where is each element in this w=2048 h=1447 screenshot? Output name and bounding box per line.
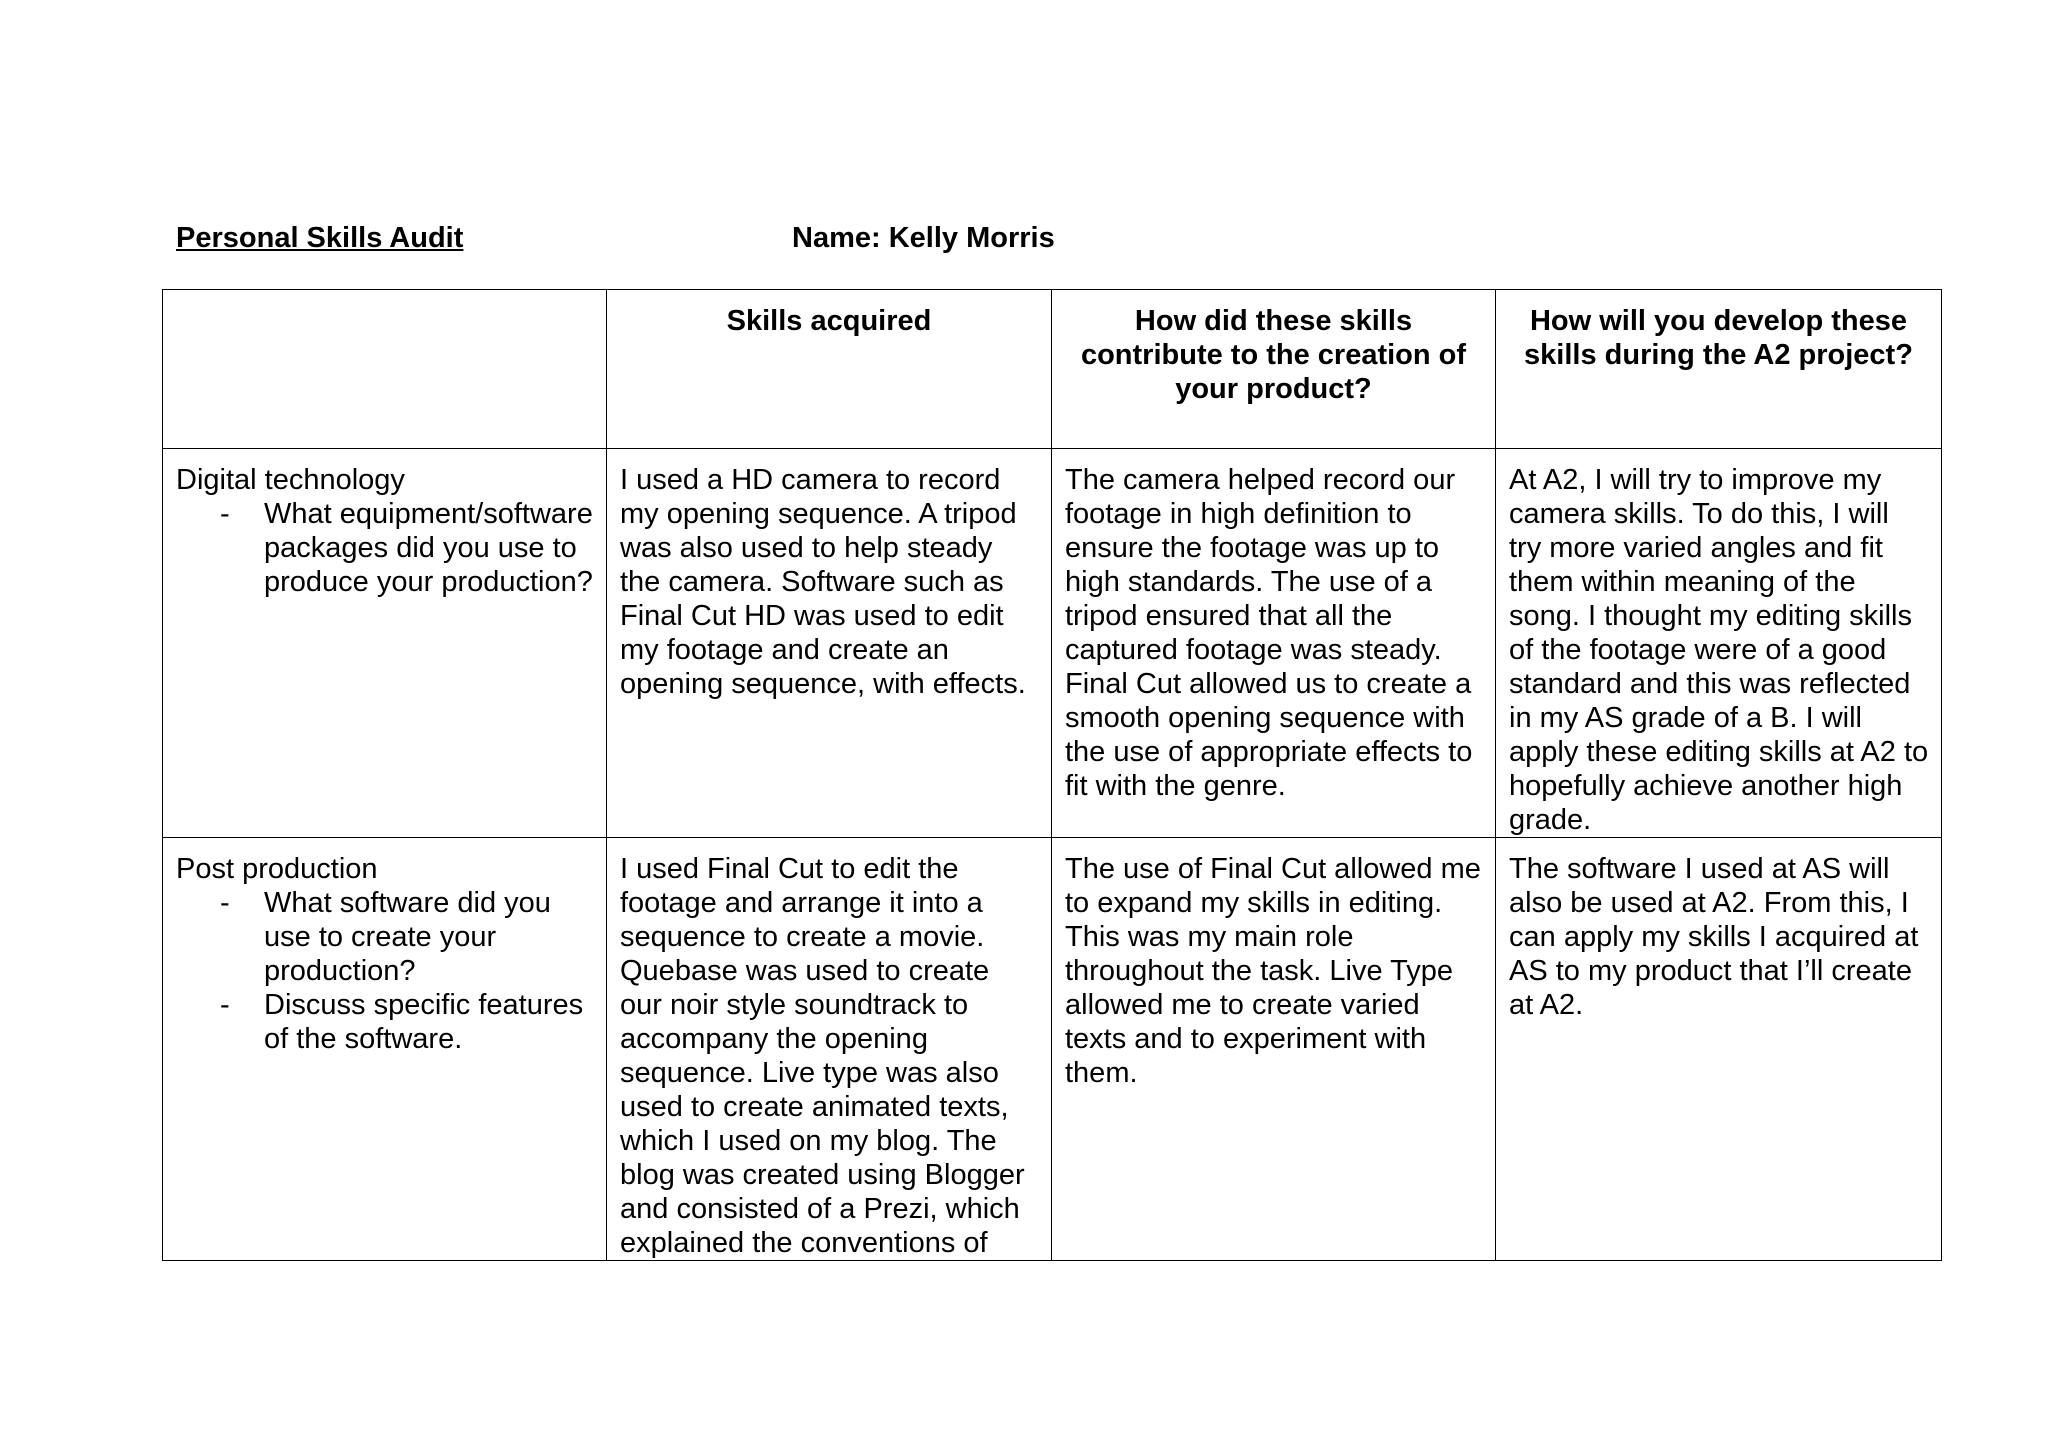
skills-cell [607, 449, 1052, 838]
header-cell-development: How will you develop these skills during the A2 project? [1496, 290, 1942, 449]
development-text: The software I used at AS will also be used at A2. From this, I can apply my skills I acquired at AS to my product that I’ll create at A2. [1509, 853, 1919, 1021]
prompt-item [176, 988, 594, 1056]
contribution-cell [1052, 449, 1496, 838]
skills-cell [607, 838, 1052, 1261]
contribution-cell [1052, 838, 1496, 1261]
prompt-list [176, 497, 594, 599]
prompt-list [176, 886, 594, 1056]
prompt-item [176, 497, 594, 599]
skills-text: I used a HD camera to record my opening sequence. A tripod was also used to help steady the camera. Software such as Final Cut HD was used to edit my footage and create an opening sequence, with effects. [620, 464, 1026, 700]
contribution-text: The use of Final Cut allowed me to expand my skills in editing. This was my main role throughout the task. Live Type allowed me to create varied texts and to experiment with them. [1065, 853, 1481, 1089]
header-cell-skills-acquired: Skills acquired [607, 290, 1052, 449]
table-row-digital-technology [163, 449, 1942, 838]
dash-bullet: - [220, 498, 230, 530]
header-cell-category [163, 290, 607, 449]
student-name: Name: Kelly Morris [792, 222, 1055, 254]
development-text: At A2, I will try to improve my camera skills. To do this, I will try more varied angles and fit them within meaning of the song. I thought my editing skills of the footage were of a good standard and this was reflected in my AS grade of a B. I will apply these editing skills at A2 to hopefully achieve another high grade. [1509, 464, 1929, 836]
table-header-row [163, 290, 1942, 449]
contribution-text: The camera helped record our footage in high definition to ensure the footage was up to high standards. The use of a tripod ensured that all the captured footage was steady. Final Cut allowed us to create a smooth opening sequence with the use of appropriate effects to fit with the genre. [1065, 464, 1473, 802]
table-row-post-production [163, 838, 1942, 1261]
prompt-text: Discuss specific features of the software. [264, 989, 584, 1055]
prompt-item [176, 886, 594, 988]
dash-bullet: - [220, 887, 230, 919]
category-title: Post production [176, 853, 378, 885]
development-cell [1496, 838, 1942, 1261]
skills-audit-table [162, 289, 1942, 1261]
document-title: Personal Skills Audit [176, 222, 464, 254]
dash-bullet: - [220, 989, 230, 1021]
prompt-text: What software did you use to create your production? [264, 887, 551, 987]
header-cell-contribution: How did these skills contribute to the creation of your product? [1052, 290, 1496, 449]
prompt-text: What equipment/software packages did you use to produce your production? [264, 498, 593, 598]
category-cell [163, 838, 607, 1261]
category-cell [163, 449, 607, 838]
skills-text: I used Final Cut to edit the footage and arrange it into a sequence to create a movie. Quebase was used to create our noir style soundtrack to accompany the opening sequence. Live type was also used to create animated texts, which I used on my blog. The blog was created using Blogger and consisted of a Prezi, which explained the conventions of [620, 853, 1025, 1259]
development-cell [1496, 449, 1942, 838]
category-title: Digital technology [176, 464, 405, 496]
